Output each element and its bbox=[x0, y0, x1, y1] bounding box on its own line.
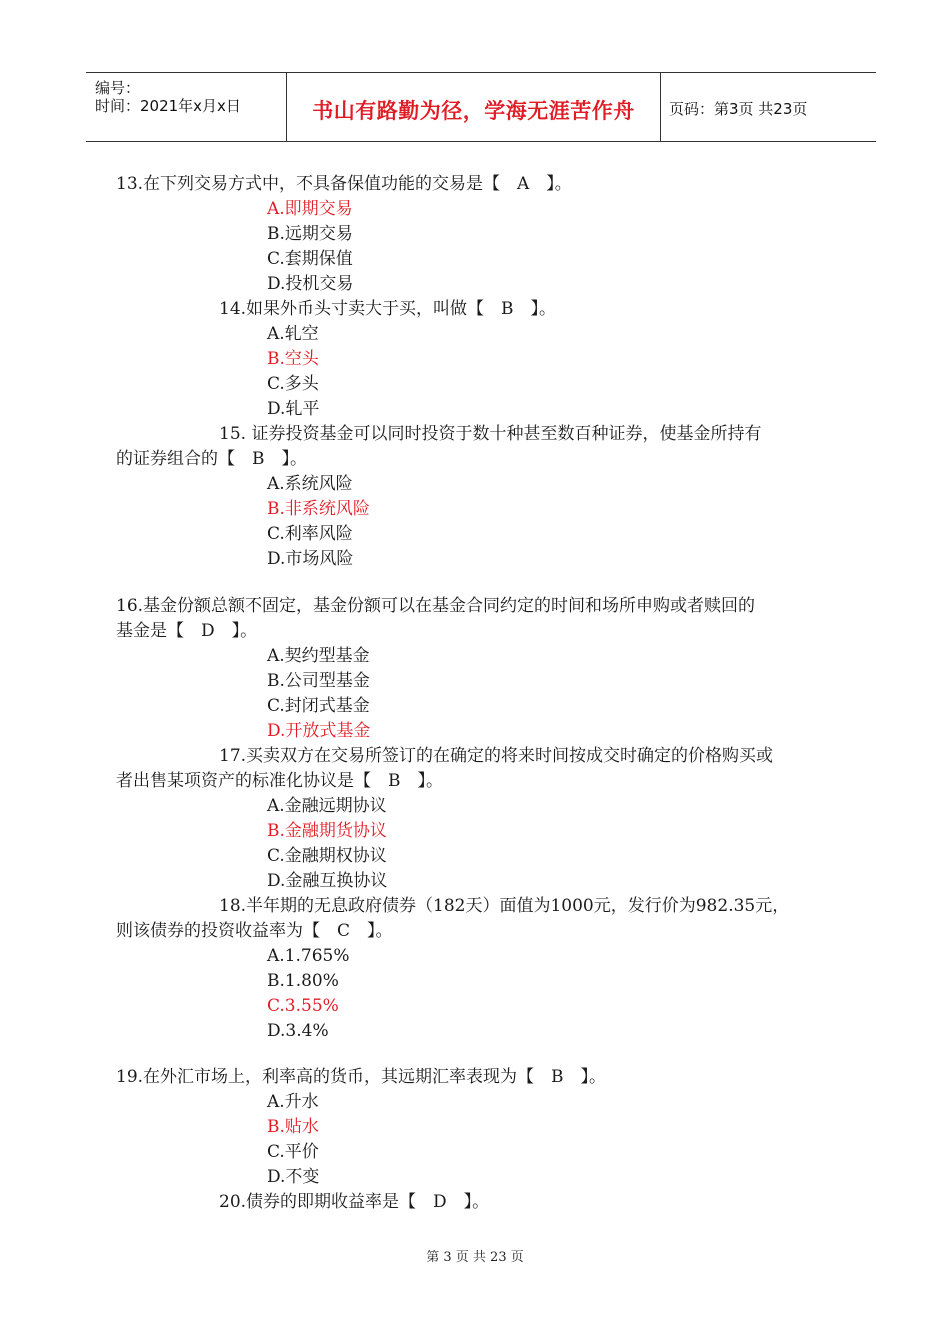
question-line: 17.买卖双方在交易所签订的在确定的将来时间按成交时确定的价格购买或 bbox=[219, 746, 774, 766]
header-meta-cell bbox=[86, 73, 287, 141]
answer-option: D.不变 bbox=[267, 1167, 320, 1187]
answer-option: C.利率风险 bbox=[267, 524, 353, 544]
answer-option: A.即期交易 bbox=[267, 199, 353, 219]
question-line: 16.基金份额总额不固定，基金份额可以在基金合同约定的时间和场所申购或者赎回的 bbox=[116, 596, 756, 616]
question-line: 18.半年期的无息政府债券（182天）面值为1000元，发行价为982.35元， bbox=[219, 896, 790, 916]
answer-option: A.轧空 bbox=[267, 324, 319, 344]
header-motto: 书山有路勤为径，学海无涯苦作舟 bbox=[312, 99, 635, 123]
header-motto-cell bbox=[287, 73, 661, 141]
answer-option: B.远期交易 bbox=[267, 224, 353, 244]
question-line: 者出售某项资产的标准化协议是【 B 】。 bbox=[116, 771, 443, 791]
answer-option: C.金融期权协议 bbox=[267, 846, 387, 866]
document-number-label: 编号： bbox=[95, 79, 141, 97]
answer-option: B.金融期货协议 bbox=[267, 821, 387, 841]
answer-option: A.契约型基金 bbox=[267, 646, 370, 666]
answer-option: B.贴水 bbox=[267, 1117, 319, 1137]
page-header bbox=[86, 72, 876, 142]
answer-option: B.空头 bbox=[267, 349, 319, 369]
question-line: 基金是【 D 】。 bbox=[116, 621, 258, 641]
answer-option: D.3.4% bbox=[267, 1021, 329, 1041]
answer-option: D.市场风险 bbox=[267, 549, 354, 569]
question-line: 则该债券的投资收益率为【 C 】。 bbox=[116, 921, 393, 941]
header-page-info: 页码：第3页 共23页 bbox=[669, 100, 808, 118]
answer-option: D.金融互换协议 bbox=[267, 871, 388, 891]
question-line: 15. 证券投资基金可以同时投资于数十种甚至数百种证券，使基金所持有 bbox=[219, 424, 762, 444]
question-line: 的证券组合的【 B 】。 bbox=[116, 449, 307, 469]
question-line: 20.债券的即期收益率是【 D 】。 bbox=[219, 1192, 490, 1212]
answer-option: B.非系统风险 bbox=[267, 499, 370, 519]
answer-option: A.金融远期协议 bbox=[267, 796, 387, 816]
answer-option: B.公司型基金 bbox=[267, 671, 370, 691]
answer-option: B.1.80% bbox=[267, 971, 339, 991]
answer-option: D.开放式基金 bbox=[267, 721, 371, 741]
answer-option: D.轧平 bbox=[267, 399, 320, 419]
answer-option: C.套期保值 bbox=[267, 249, 353, 269]
answer-option: C.平价 bbox=[267, 1142, 319, 1162]
header-page-cell bbox=[661, 73, 876, 141]
answer-option: A.1.765% bbox=[267, 946, 350, 966]
answer-option: C.多头 bbox=[267, 374, 319, 394]
question-line: 14.如果外币头寸卖大于买，叫做【 B 】。 bbox=[219, 299, 557, 319]
document-time-label: 时间：2021年x月x日 bbox=[95, 97, 241, 115]
answer-option: D.投机交易 bbox=[267, 274, 354, 294]
question-line: 13.在下列交易方式中，不具备保值功能的交易是【 A 】。 bbox=[116, 174, 572, 194]
page-footer: 第 3 页 共 23 页 bbox=[426, 1250, 524, 1265]
question-line: 19.在外汇市场上，利率高的货币，其远期汇率表现为【 B 】。 bbox=[116, 1067, 607, 1087]
answer-option: A.升水 bbox=[267, 1092, 319, 1112]
answer-option: C.封闭式基金 bbox=[267, 696, 370, 716]
answer-option: A.系统风险 bbox=[267, 474, 353, 494]
answer-option: C.3.55% bbox=[267, 996, 339, 1016]
